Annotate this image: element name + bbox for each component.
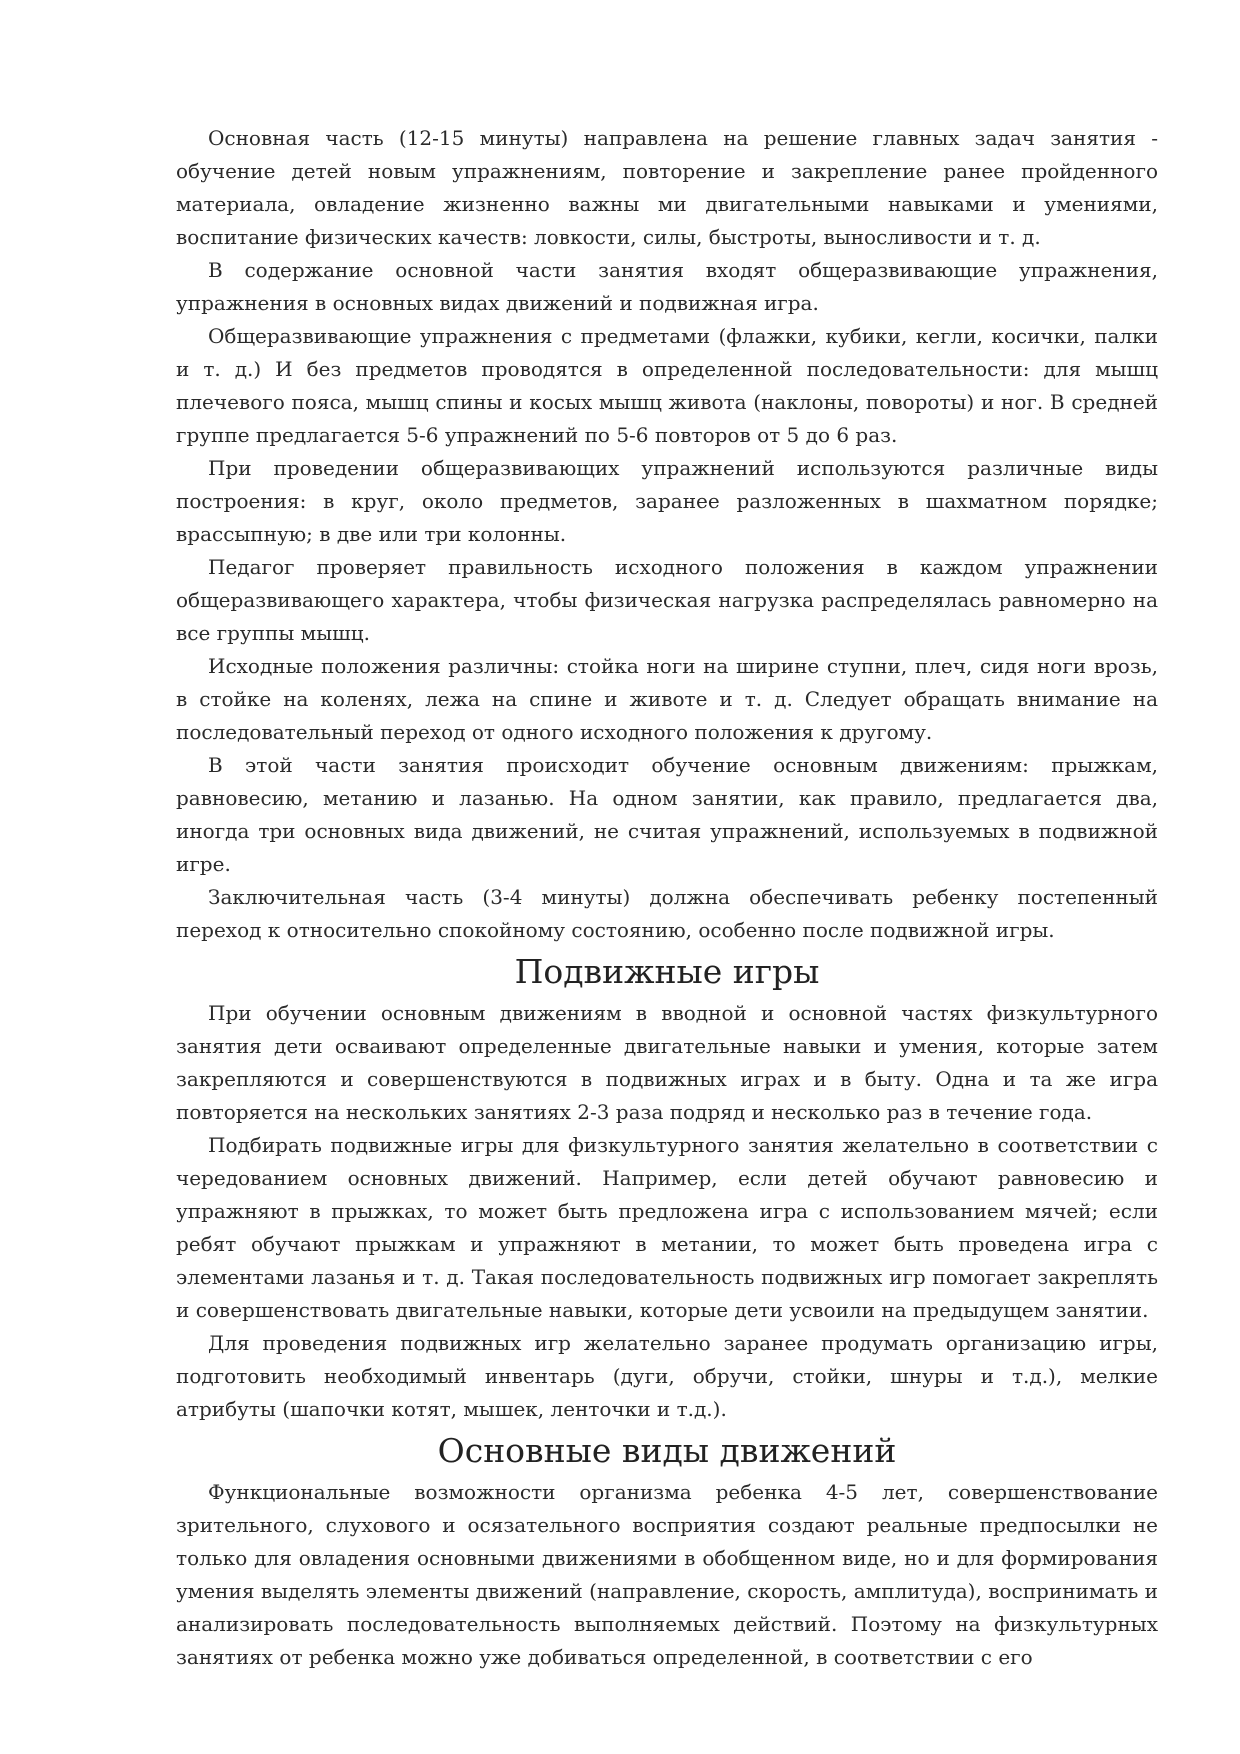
document-body: [176, 122, 1158, 1674]
section-movements: [176, 1476, 1158, 1674]
paragraph: Подбирать подвижные игры для физкультурного занятия желательно в соответствии с чередованием основных движений. Например, если детей обучают равновесию и упражняют в прыжках, то может быть предложена игра с использованием мячей; если ребят обучают прыжкам и упражняют в метании, то может быть проведена игра с элементами лазанья и т. д. Такая последовательность подвижных игр помогает закреплять и совершенствовать двигательные навыки, которые дети усвоили на предыдущем занятии.: [176, 1133, 1158, 1322]
paragraph: Функциональные возможности организма ребенка 4-5 лет, совершенствование зрительного, слухового и осязательного восприятия создают реальные предпосылки не только для овладения основными движениями в обобщенном виде, но и для формирования умения выделять элементы движений (направление, скорость, амплитуда), воспринимать и анализировать последовательность выполняемых действий. Поэтому на физкультурных занятиях от ребенка можно уже добиваться определенной, в соответствии с его: [176, 1480, 1158, 1669]
paragraph: Общеразвивающие упражнения с предметами (флажки, кубики, кегли, косички, палки и т. д.) И без предметов проводятся в определенной последовательности: для мышц плечевого пояса, мышц спины и косых мышц живота (наклоны, повороты) и ног. В средней группе предлагается 5-6 упражнений по 5-6 повторов от 5 до 6 раз.: [176, 324, 1158, 447]
paragraph: Основная часть (12-15 минуты) направлена на решение главных задач занятия - обучение детей новым упражнениям, повторение и закрепление ранее пройденного материала, овладение жизненно важны ми двигательными навыками и умениями, воспитание физических качеств: ловкости, силы, быстроты, выносливости и т. д.: [176, 126, 1158, 249]
paragraph: Исходные положения различны: стойка ноги на ширине ступни, плеч, сидя ноги врозь, в стойке на коленях, лежа на спине и животе и т. д. Следует обращать внимание на последовательный переход от одного исходного положения к другому.: [176, 654, 1158, 744]
section-main-part: [176, 122, 1158, 947]
section-heading-movements: Основные виды движений: [437, 1431, 897, 1470]
paragraph: Заключительная часть (3-4 минуты) должна обеспечивать ребенку постепенный переход к относительно спокойному состоянию, особенно после подвижной игры.: [176, 885, 1158, 942]
section-games: [176, 997, 1158, 1426]
section-heading-games: Подвижные игры: [514, 952, 820, 991]
paragraph: При обучении основным движениям в вводной и основной частях физкультурного занятия дети осваивают определенные двигательные навыки и умения, которые затем закрепляются и совершенствуются в подвижных играх и в быту. Одна и та же игра повторяется на нескольких занятиях 2-3 раза подряд и несколько раз в течение года.: [176, 1001, 1158, 1124]
paragraph: Для проведения подвижных игр желательно заранее продумать организацию игры, подготовить необходимый инвентарь (дуги, обручи, стойки, шнуры и т.д.), мелкие атрибуты (шапочки котят, мышек, ленточки и т.д.).: [176, 1331, 1158, 1421]
paragraph: При проведении общеразвивающих упражнений используются различные виды построения: в круг, около предметов, заранее разложенных в шахматном порядке; врассыпную; в две или три колонны.: [176, 456, 1158, 546]
paragraph: В содержание основной части занятия входят общеразвивающие упражнения, упражнения в основных видах движений и подвижная игра.: [176, 258, 1158, 315]
paragraph: В этой части занятия происходит обучение основным движениям: прыжкам, равновесию, метанию и лазанью. На одном занятии, как правило, предлагается два, иногда три основных вида движений, не считая упражнений, используемых в подвижной игре.: [176, 753, 1158, 876]
paragraph: Педагог проверяет правильность исходного положения в каждом упражнении общеразвивающего характера, чтобы физическая нагрузка распределялась равномерно на все группы мышц.: [176, 555, 1158, 645]
